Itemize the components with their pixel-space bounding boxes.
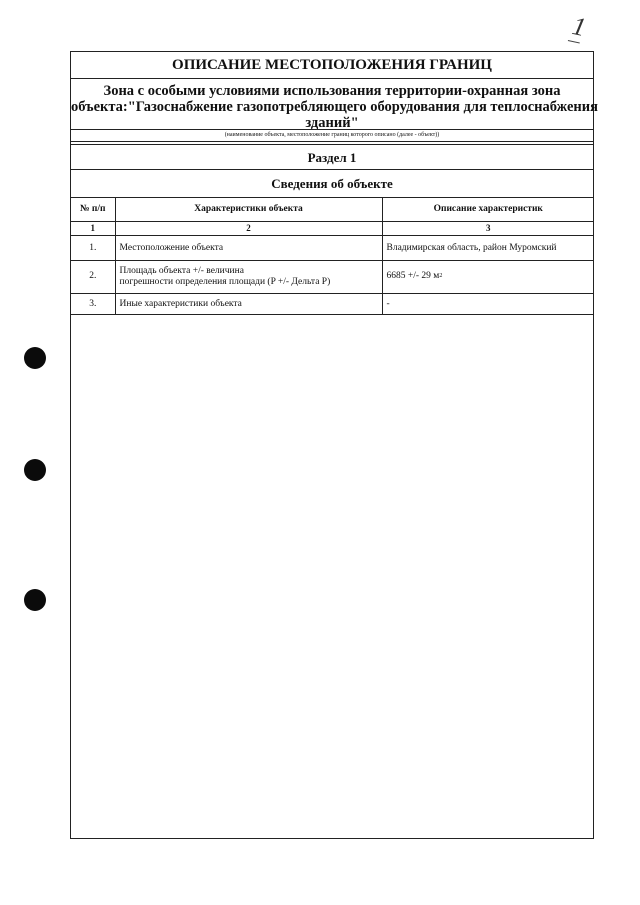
table-column-numbers-row [71,221,594,235]
table-row [71,235,594,260]
punch-hole [24,589,46,611]
page-number: 1 [569,10,589,43]
row-characteristic [115,260,382,293]
row-characteristic-line: Площадь объекта +/- величина [119,265,244,276]
table-header-row [71,198,594,221]
row-index: 2. [71,260,115,293]
subtitle-line: объекта:"Газоснабжение газопотребляющего оборудования для теплоснабжения [71,99,598,115]
row-description: - [382,293,594,314]
column-number: 1 [71,221,115,235]
document-frame [70,51,598,839]
row-description: Владимирская область, район Муромский [382,235,594,260]
row-description [382,260,594,293]
subtitle-line: зданий" [305,115,359,131]
section-heading: Раздел 1 [71,144,593,170]
header-description: Описание характеристик [382,198,594,221]
row-index: 1. [71,235,115,260]
object-info-table [71,198,594,315]
punch-hole [24,347,46,369]
header-index: № п/п [71,198,115,221]
row-characteristic: Местоположение объекта [115,235,382,260]
punch-hole [24,459,46,481]
subtitle-line: Зона с особыми условиями использования территории-охранная зона [103,83,561,99]
document-title: ОПИСАНИЕ МЕСТОПОЛОЖЕНИЯ ГРАНИЦ [71,52,593,79]
row-index: 3. [71,293,115,314]
info-heading: Сведения об объекте [71,170,593,198]
subtitle-caption: (наименование объекта, местоположение границ которого описано (далее - объект)) [71,129,593,142]
area-unit-exponent: 2 [439,273,443,279]
row-characteristic: Иные характеристики объекта [115,293,382,314]
table-row [71,293,594,314]
area-value: 6685 +/- 29 м [386,271,440,281]
column-number: 2 [115,221,382,235]
row-characteristic-line: погрешности определения площади (P +/- Дельта P) [119,276,331,287]
table-row [71,260,594,293]
column-number: 3 [382,221,594,235]
header-characteristics: Характеристики объекта [115,198,382,221]
